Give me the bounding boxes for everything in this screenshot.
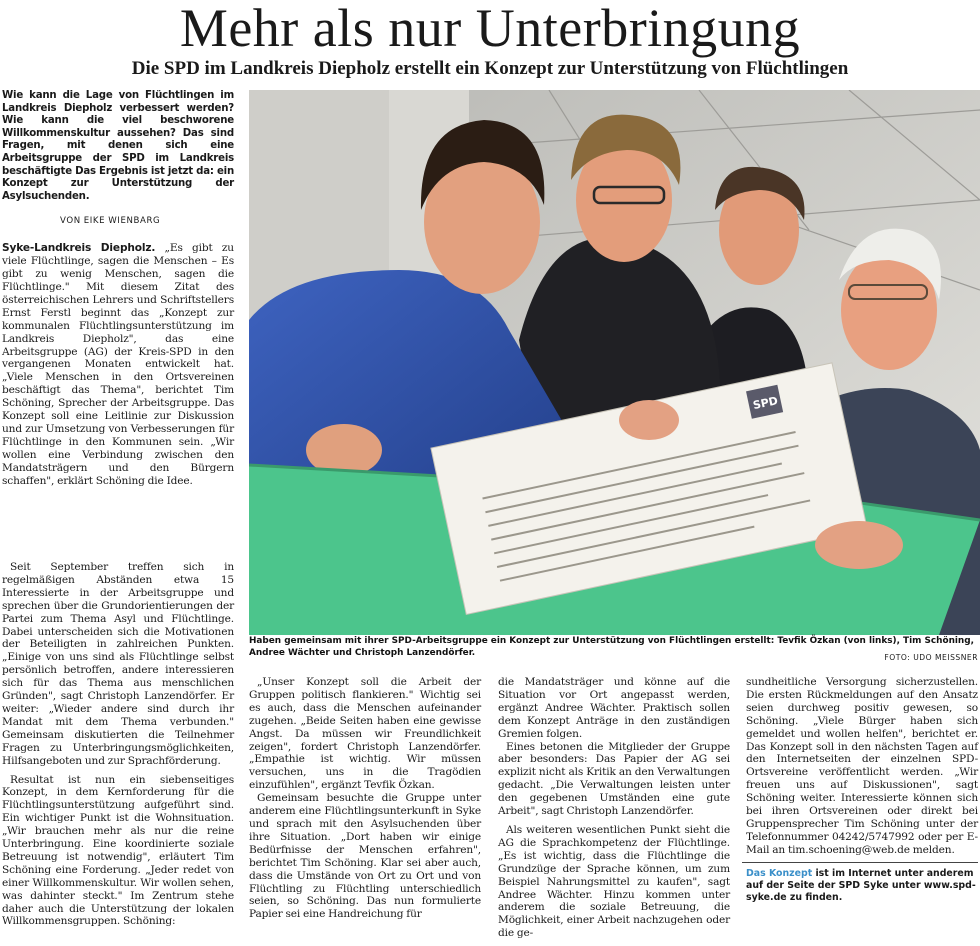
headline: Mehr als nur Unterbringung (179, 0, 801, 58)
article-paragraph: Seit September treffen sich in regelmäßigen Abständen etwa 15 Interessierte in der Arbeitsgruppe und sprechen über die Grundorientierungen der Partei zum Thema Asyl und Flüchtlinge. Dabei unterscheiden sich die Motivationen der Beteiligten in zahlreichen Punkten. „Einige von uns sind als Flüchtlinge selbst persönlich betroffen, andere interessieren sich für das Thema aus menschlichen Gründen", sagt Christoph Lanzendörfer. Er weiter: „Wieder andere sind durch ihr Mandat mit dem Thema verbunden." Gemeinsam diskutierten die Teilnehmer Fragen zu Unterbringungsmöglichkeiten, Hilfsangeboten und zur Sprachförderung. (2, 561, 234, 767)
photo-caption: Haben gemeinsam mit ihrer SPD-Arbeitsgruppe ein Konzept zur Unterstützung von Flüchtlingen erstellt: Tevfik Özkan (von links), Tim Schöning, Andree Wächter und Christoph Lanzendörfer. (249, 636, 974, 658)
article-paragraph: sundheitliche Versorgung sicherzustellen. Die ersten Rückmeldungen auf den Ansatz seien durchweg positiv gewesen, so Schöning. „Viele Bürger haben sich gemeldet und wollen helfen", berichtet er. Das Konzept soll in den nächsten Tagen auf den Internetseiten der einzelnen SPD-Ortsvereine veröffentlicht werden. „Wir freuen uns auf Diskussionen", sagt Schöning weiter. Interessierte können sich bei ihren Ortsvereinen oder direkt bei Gruppensprecher Tim Schöning unter der Telefonnummer 04242/5747992 oder per E-Mail an tim.schoening@web.de melden. (746, 676, 978, 856)
info-box (746, 868, 978, 905)
dateline: Syke-Landkreis Diepholz. (2, 242, 156, 255)
article-paragraph: Eines betonen die Mitglieder der Gruppe aber besonders: Das Papier der AG sei explizit nicht als Kritik an den Verwaltungen gedacht. „Die Verwaltungen leisten unter den gegebenen Umständen eine gute Arbeit", sagt Christoph Lanzendörfer. (498, 740, 730, 818)
article-photo (249, 90, 980, 635)
article-paragraph: Gemeinsam besuchte die Gruppe unter anderem eine Flüchtlingsunterkunft in Syke und sprach mit den Asylsuchenden über ihre Situation. „Dort haben wir einige Bedürfnisse der Menschen erfahren", berichtet Tim Schöning. Klar sei aber auch, dass die Umstände von Ort zu Ort und von Flüchtling zu Flüchtling unterschiedlich seien, so Schöning. Das nun formulierte Papier sei eine Handreichung für (249, 792, 481, 921)
article-paragraph: die Mandatsträger und könne auf die Situation vor Ort angepasst werden, ergänzt Andree Wächter. Praktisch sollen dem Konzept Anträge in den zuständigen Gremien folgen. (498, 676, 730, 740)
info-keyword: Das Konzept (746, 868, 813, 879)
lead-paragraph: Wie kann die Lage von Flüchtlingen im Landkreis Diepholz verbessert werden? Wie kann die viel beschworene Willkommenskultur aussehen? Das sind Fragen, mit denen sich eine Arbeitsgruppe der SPD im Landkreis beschäftigte Das Ergebnis ist jetzt da: ein Konzept zur Unterstützung der Asylsuchenden. (2, 90, 234, 202)
lead-column (2, 90, 234, 487)
byline: VON EIKE WIENBARG (60, 216, 161, 227)
article-paragraph: Resultat ist nun ein siebenseitiges Konzept, in dem Kernforderung für die Flüchtlingsunterstützung aufgeführt sind. Ein wichtiger Punkt ist die Wohnsituation. „Wir brauchen mehr als nur die reine Unterbringung. Eine koordinierte soziale Betreuung ist notwendig", erläutert Tim Schöning eine Forderung. „Jeder redet von einer Willkommenskultur. Wir wollen sehen, was dahinter steckt." Im Zentrum stehe daher auch die Unterstützung der lokalen Willkommensgruppen. Schöning: (2, 773, 234, 928)
body-column-3 (498, 676, 730, 946)
body-column-1 (2, 561, 234, 934)
document-logo: SPD (751, 394, 780, 413)
info-text: ist im Internet unter anderem auf der Seite der SPD Syke unter www.spd-syke.de zu finden. (746, 868, 976, 904)
subheadline: Die SPD im Landkreis Diepholz erstellt ein Konzept zur Unterstützung von Flüchtlingen (131, 58, 849, 79)
infobox-divider (742, 862, 978, 863)
article-paragraph: Als weiteren wesentlichen Punkt sieht die AG die Sprachkompetenz der Flüchtlinge. „Es ist wichtig, dass die Flüchtlinge die Grundzüge der Sprache können, um zum Beispiel Nahrungsmittel zu kaufen", sagt Andree Wächter. Hinzu kommen unter anderem die soziale Betreuung, die Möglichkeit, einer Arbeit nachzugehen oder die ge- (498, 823, 730, 940)
body-column-4 (746, 676, 978, 857)
article-paragraph (2, 242, 234, 487)
body-column-2 (249, 676, 481, 927)
paragraph-text: „Es gibt zu viele Flüchtlinge, sagen die Menschen – Es gibt zu wenig Menschen, sagen die Flüchtlinge." Mit diesem Zitat des österreichischen Lehrers und Schriftstellers Ernst Ferstl beginnt das „Konzept zur kommunalen Flüchtlingsunterstützung im Landkreis Diepholz", das eine Arbeitsgruppe (AG) der Kreis-SPD in den vergangenen Monaten entwickelt hat. „Viele Menschen in den Ortsvereinen beschäftigt das Thema", berichtet Tim Schöning, Sprecher der Arbeitsgruppe. Das Konzept soll eine Leitlinie zur Diskussion und zur Umsetzung von Verbesserungen für Flüchtlinge in den Kommunen sein. „Wir wollen eine Verbindung zwischen den Mandatsträgern und den Bürgern schaffen", erklärt Schöning die Idee. (2, 242, 234, 487)
article-paragraph: „Unser Konzept soll die Arbeit der Gruppen politisch flankieren." Wichtig sei es auch, dass die Menschen aufeinander zugehen. „Beide Seiten haben eine gewisse Angst. Da müssen wir Freundlichkeit zeigen", fordert Christoph Lanzendörfer. „Empathie ist wichtig. Wir müssen versuchen, uns in die Tragödien einzufühlen", ergänzt Tevfik Özkan. (249, 676, 481, 792)
photo-credit: FOTO: UDO MEISSNER (884, 653, 978, 662)
